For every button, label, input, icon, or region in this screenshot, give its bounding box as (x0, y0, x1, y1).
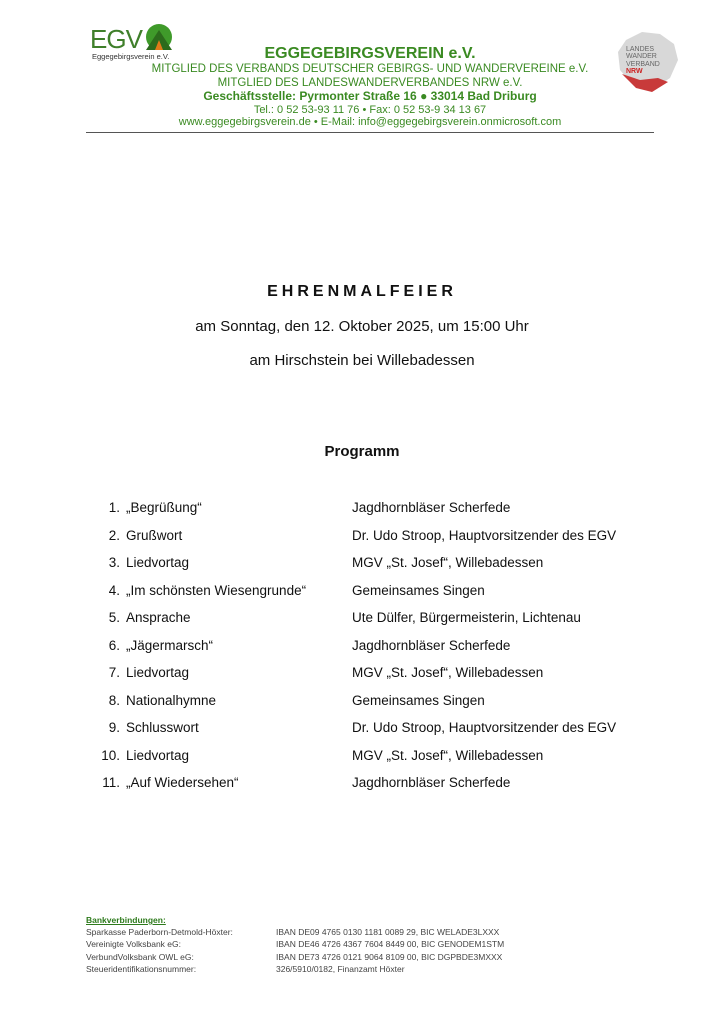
event-date: am Sonntag, den 12. Oktober 2025, um 15:00 Uhr (195, 318, 529, 335)
bank-heading: Bankverbindungen: (86, 915, 166, 925)
program-row: 2. Grußwort Dr. Udo Stroop, Hauptvorsitzender des EGV (108, 527, 617, 543)
bank-row: Vereinigte Volksbank eG: IBAN DE46 4726 4367 7604 8449 00, BIC GENODEM1STM (86, 939, 505, 950)
program-row: 8. Nationalhymne Gemeinsames Singen (108, 692, 485, 708)
program-row: 10. Liedvortag MGV „St. Josef“, Willebadessen (101, 747, 544, 763)
letterhead-text (120, 45, 620, 129)
program-list (86, 500, 676, 803)
bank-row: Sparkasse Paderborn-Detmold-Höxter: IBAN DE09 4765 0130 1181 0089 29, BIC WELADE3LXXX (86, 927, 500, 938)
program-row: 9. Schlusswort Dr. Udo Stroop, Hauptvorsitzender des EGV (108, 720, 617, 735)
program-row: 7. Liedvortag MGV „St. Josef“, Willebadessen (108, 665, 544, 680)
event-place: am Hirschstein bei Willebadessen (249, 352, 475, 369)
letterhead (0, 0, 724, 135)
event-title: EHRENMALFEIER (267, 283, 457, 300)
badge-text: LANDES WANDER VERBAND NRW (626, 46, 660, 76)
logo-text: EGV (90, 24, 142, 54)
office-address: Geschäftsstelle: Pyrmonter Straße 16 ● 33014 Bad Driburg (203, 88, 537, 103)
web-email[interactable]: www.eggegebirgsverein.de • E-Mail: info@eggegebirgsverein.onmicrosoft.com (178, 116, 562, 129)
logo-subtitle: Eggegebirgsverein e.V. (92, 52, 170, 61)
membership-line-2: MITGLIED DES LANDESWANDERVERBANDES NRW e.V. (217, 76, 523, 89)
bank-row: Steueridentifikationsnummer: 326/5910/0182, Finanzamt Höxter (86, 963, 405, 974)
phone-fax: Tel.: 0 52 53-93 11 76 • Fax: 0 52 53-9 34 13 67 (253, 103, 487, 116)
membership-line-1: MITGLIED DES VERBANDS DEUTSCHER GEBIRGS- UND WANDERVEREINE e.V. (151, 63, 589, 76)
bank-row: VerbundVolksbank OWL eG: IBAN DE73 4726 0121 9064 8109 00, BIC DGPBDE3MXXX (86, 951, 503, 962)
program-row: 4. „Im schönsten Wiesengrunde“ Gemeinsames Singen (108, 582, 485, 598)
bank-details (86, 914, 646, 975)
program-row: 6. „Jägermarsch“ Jagdhornbläser Scherfede (108, 637, 511, 653)
program-row: 3. Liedvortag MGV „St. Josef“, Willebadessen (108, 555, 544, 570)
program-row: 1. „Begrüßung“ Jagdhornbläser Scherfede (108, 500, 511, 515)
header-divider (86, 132, 654, 133)
association-name: EGGEGEBIRGSVEREIN e.V. (264, 45, 476, 62)
program-heading: Programm (324, 443, 400, 460)
program-row: 11. „Auf Wiedersehen“ Jagdhornbläser Scherfede (102, 775, 511, 790)
program-row: 5. Ansprache Ute Dülfer, Bürgermeisterin, Lichtenau (108, 610, 581, 625)
